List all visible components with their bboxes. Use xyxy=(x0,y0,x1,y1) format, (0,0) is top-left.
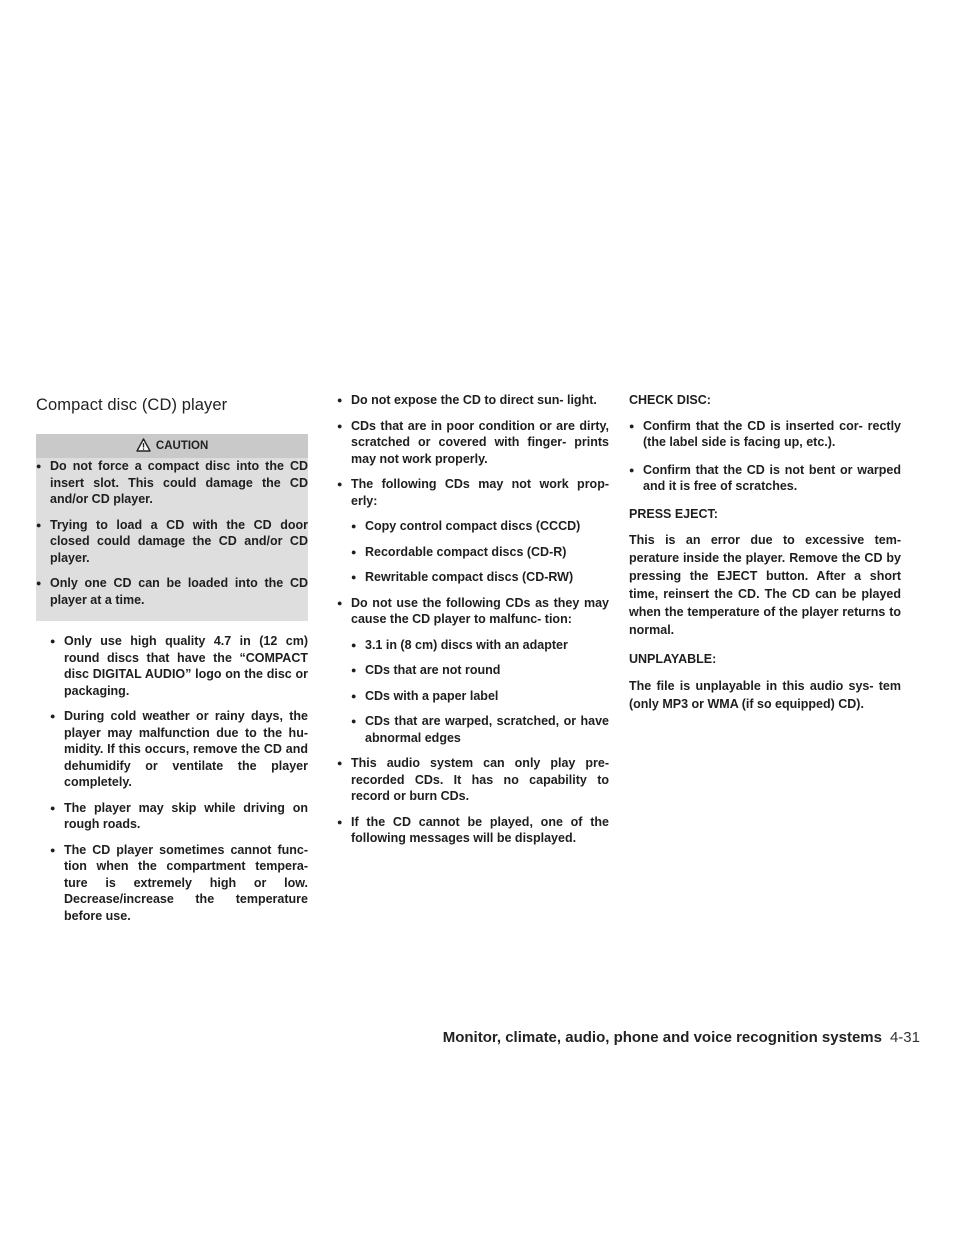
page-footer xyxy=(300,1029,920,1046)
page-number: 4-31 xyxy=(889,1029,920,1046)
list-item: ● Confirm that the CD is inserted cor- rectly (the label side is facing up, etc.). xyxy=(629,418,901,451)
caution-item: ● Trying to load a CD with the CD door closed could damage the CD and/or CD player. xyxy=(36,517,308,567)
caution-item: ● Do not force a compact disc into the CD insert slot. This could damage the CD and/or CD player. xyxy=(36,458,308,508)
sub-list-item: ● 3.1 in (8 cm) discs with an adapter xyxy=(351,637,609,654)
heading-check-disc: CHECK DISC: xyxy=(629,393,711,407)
list-item: ● Only use high quality 4.7 in (12 cm) round discs that have the “COMPACT disc DIGITAL AUDIO” logo on the disc or packaging. xyxy=(50,633,308,699)
caution-label: CAUTION xyxy=(155,440,209,452)
sub-list-item: ● CDs with a paper label xyxy=(351,688,609,705)
sub-list-item: ● Rewritable compact discs (CD-RW) xyxy=(351,569,609,586)
unplayable-text: The file is unplayable in this audio sys- tem (only MP3 or WMA (if so equipped) CD). xyxy=(629,678,901,711)
column-left xyxy=(36,392,308,933)
list-item-text: The following CDs may not work prop- erly: xyxy=(351,477,609,508)
heading-press-eject: PRESS EJECT: xyxy=(629,506,718,521)
section-title: Compact disc (CD) player xyxy=(36,396,228,414)
list-item: ● This audio system can only play pre- recorded CDs. It has no capability to record or burn CDs. xyxy=(337,755,609,805)
list-item: ● During cold weather or rainy days, the player may malfunction due to the hu- midity. If this occurs, remove the CD and dehumidify or ventilate the player completely. xyxy=(50,708,308,791)
caution-box xyxy=(36,434,308,621)
list-item xyxy=(337,595,609,747)
list-item xyxy=(337,476,609,586)
list-item: ● If the CD cannot be played, one of the following messages will be displayed. xyxy=(337,814,609,847)
sub-list-item: ● Copy control compact discs (CCCD) xyxy=(351,518,609,535)
list-item: ● The player may skip while driving on rough roads. xyxy=(50,800,308,833)
list-item: ● CDs that are in poor condition or are dirty, scratched or covered with finger- prints may not work properly. xyxy=(337,418,609,468)
press-eject-text: This is an error due to excessive tem- perature inside the player. Remove the CD by pressing the EJECT button. After a short time, reinsert the CD. The CD can be played when the temperature of the player returns to normal. xyxy=(629,533,901,637)
column-right xyxy=(629,392,901,725)
list-item-text: Do not use the following CDs as they may cause the CD player to malfunc- tion: xyxy=(351,595,609,626)
sub-list-item: ● CDs that are warped, scratched, or have abnormal edges xyxy=(351,713,609,746)
caution-item: ● Only one CD can be loaded into the CD player at a time. xyxy=(36,575,308,608)
list-item: ● The CD player sometimes cannot func- tion when the compartment tempera- ture is extremely high or low. Decrease/increase the temperature before use. xyxy=(50,842,308,925)
caution-header xyxy=(36,434,308,458)
column-middle xyxy=(337,392,609,856)
heading-unplayable: UNPLAYABLE: xyxy=(629,652,717,666)
chapter-title: Monitor, climate, audio, phone and voice recognition systems xyxy=(442,1029,882,1046)
sub-list-item: ● Recordable compact discs (CD-R) xyxy=(351,544,609,561)
sub-list-item: ● CDs that are not round xyxy=(351,662,609,679)
list-item: ● Confirm that the CD is not bent or warped and it is free of scratches. xyxy=(629,462,901,495)
list-item: ● Do not expose the CD to direct sun- light. xyxy=(337,392,609,409)
